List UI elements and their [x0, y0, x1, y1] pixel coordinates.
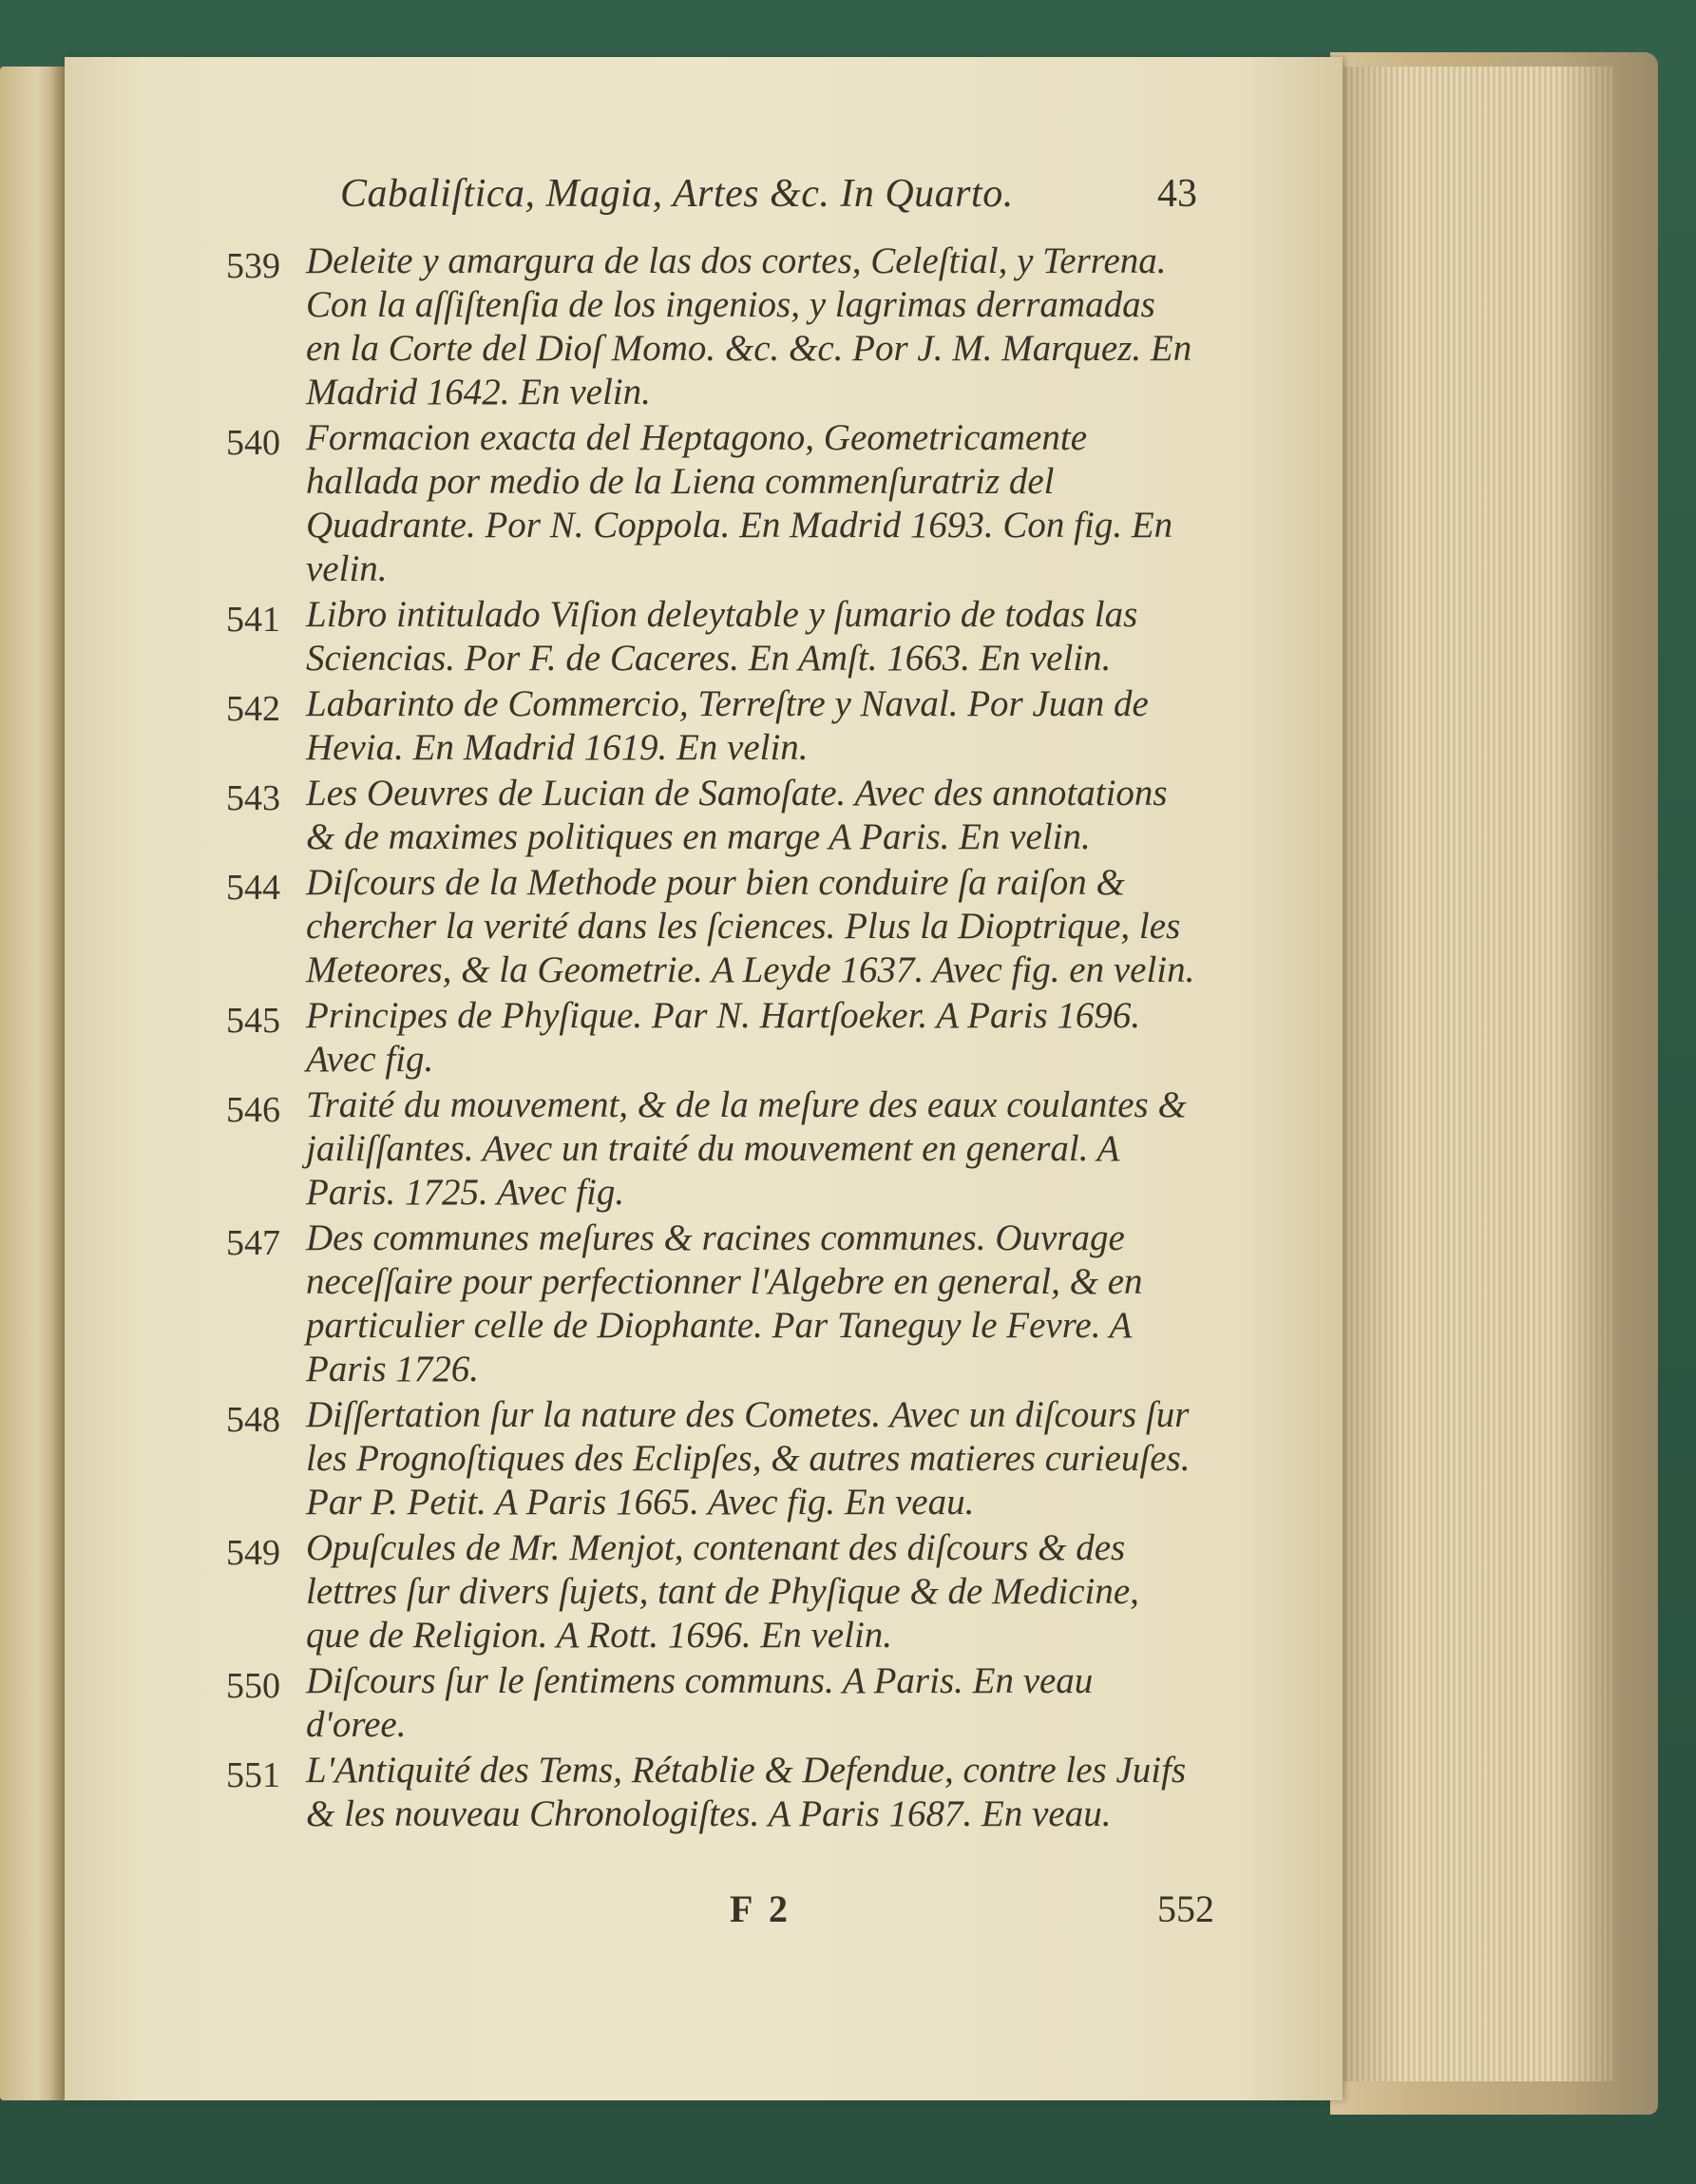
entry-text: Deleite y amargura de las dos cortes, Celeſtial, y Terrena. Con la aſſiſtenſia de los ingenios, y lagrimas derramadas en la Corte del Dioſ Momo. &c. &c. Por J. M. Marquez. En Madrid 1642. En velin. — [306, 240, 1192, 412]
entry-number: 541 — [226, 600, 280, 640]
entry-text: Libro intitulado Viſion deleytable y ſumario de todas las Sciencias. Por F. de Caceres. En Amſt. 1663. En velin. — [306, 594, 1138, 679]
entry-number: 539 — [226, 246, 280, 286]
entry-text: Formacion exacta del Heptagono, Geometricamente hallada por medio de la Liena commenſuratriz del Quadrante. Por N. Coppola. En Madrid 1693. Con fig. En velin. — [306, 417, 1173, 589]
entry-text: Des communes meſures & racines communes. Ouvrage neceſſaire pour perfectionner l'Algebre en general, & en particulier celle de Diophante. Par Taneguy le Fevre. A Paris 1726. — [306, 1217, 1143, 1389]
running-title: Cabaliſtica, Magia, Artes &c. In Quarto. — [340, 172, 1014, 216]
entry-text: Diſcours de la Methode pour bien conduire ſa raiſon & chercher la verité dans les ſciences. Plus la Dioptrique, les Meteores, & la Geometrie. A Leyde 1637. Avec fig. en velin. — [306, 862, 1195, 990]
entry-number: 540 — [226, 423, 280, 463]
list-item — [226, 416, 1252, 591]
list-item — [226, 593, 1252, 680]
list-item — [226, 772, 1252, 859]
entry-text: Opuſcules de Mr. Menjot, contenant des diſcours & des lettres ſur divers ſujets, tant de Phyſique & de Medicine, que de Religion. A Rott. 1696. En velin. — [306, 1527, 1139, 1656]
entry-number: 550 — [226, 1666, 280, 1706]
entry-text: Principes de Phyſique. Par N. Hartſoeker. A Paris 1696. Avec fig. — [306, 995, 1141, 1080]
book-page — [65, 57, 1343, 2100]
entry-text: Diſcours ſur le ſentimens communs. A Paris. En veau d'oree. — [306, 1660, 1094, 1745]
page-edges-shading — [1330, 67, 1615, 2081]
list-item — [226, 1083, 1252, 1215]
signature-mark: F 2 — [730, 1887, 791, 1930]
entry-number: 544 — [226, 868, 280, 908]
list-item — [226, 861, 1252, 992]
list-item — [226, 994, 1252, 1082]
catalog-entries — [226, 239, 1252, 1838]
entry-number: 549 — [226, 1533, 280, 1573]
entry-text: Labarinto de Commercio, Terreſtre y Naval. Por Juan de Hevia. En Madrid 1619. En velin. — [306, 683, 1149, 768]
entry-number: 543 — [226, 778, 280, 818]
entry-number: 546 — [226, 1090, 280, 1130]
entry-number: 547 — [226, 1223, 280, 1263]
entry-number: 545 — [226, 1001, 280, 1041]
entry-number: 542 — [226, 689, 280, 729]
list-item — [226, 1749, 1252, 1836]
entry-text: Diſſertation ſur la nature des Cometes. Avec un diſcours ſur les Prognoſtiques des Eclipſes, & autres matieres curieuſes. Par P. Petit. A Paris 1665. Avec fig. En veau. — [306, 1394, 1191, 1523]
catchword: 552 — [1157, 1887, 1214, 1930]
entry-text: Les Oeuvres de Lucian de Samoſate. Avec des annotations & de maximes politiques en marge A Paris. En velin. — [306, 773, 1168, 857]
page-number: 43 — [1157, 172, 1197, 216]
entry-text: Traité du mouvement, & de la meſure des eaux coulantes & jailiſſantes. Avec un traité du mouvement en general. A Paris. 1725. Avec fig. — [306, 1084, 1187, 1213]
list-item — [226, 239, 1252, 414]
entry-number: 551 — [226, 1755, 280, 1795]
list-item — [226, 1217, 1252, 1391]
list-item — [226, 1526, 1252, 1657]
list-item — [226, 682, 1252, 770]
list-item — [226, 1659, 1252, 1747]
entry-number: 548 — [226, 1400, 280, 1440]
entry-text: L'Antiquité des Tems, Rétablie & Defendue, contre les Juifs & les nouveau Chronologiſtes. A Paris 1687. En veau. — [306, 1750, 1187, 1834]
list-item — [226, 1393, 1252, 1524]
